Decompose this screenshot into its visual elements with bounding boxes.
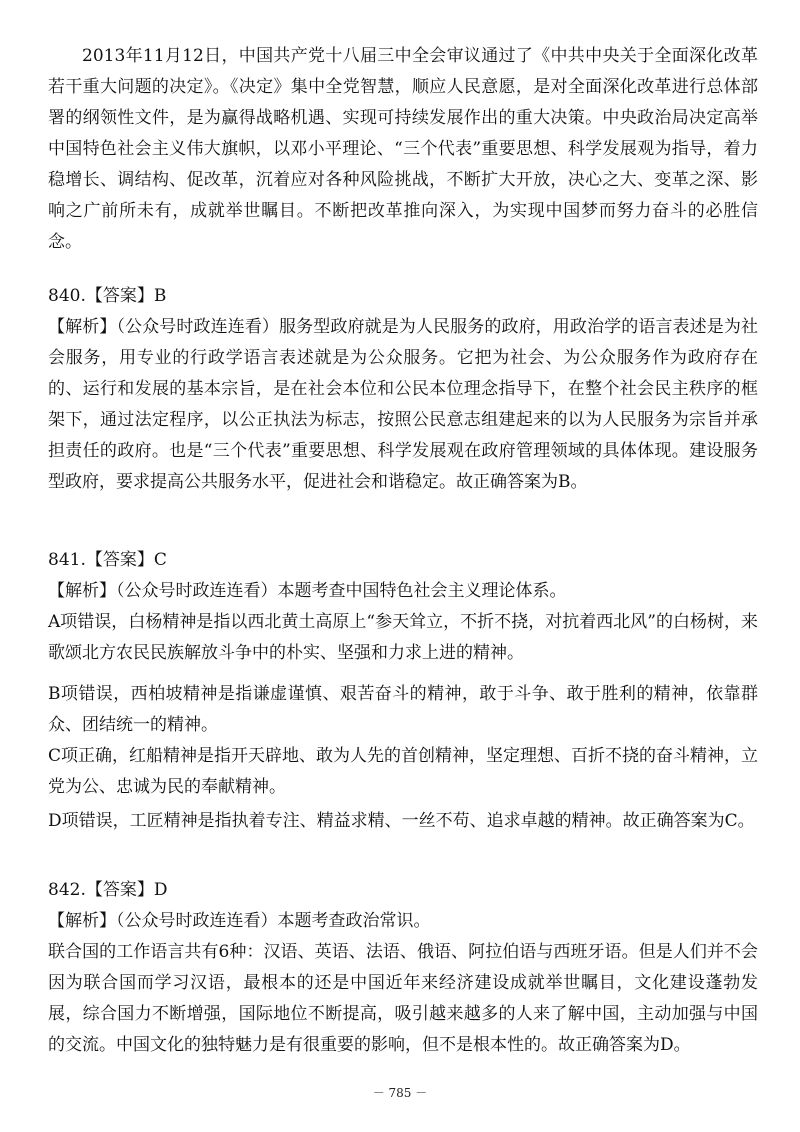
q841-analysis: 【解析】（公众号时政连连看）本题考查中国特色社会主义理论体系。 — [48, 581, 567, 601]
page-number: － 785 － — [372, 1086, 428, 1100]
q842-body: 联合国的工作语言共有6种：汉语、英语、法语、俄语、阿拉伯语与西班牙语。但是人们并不会因为联合国而学习汉语，最根本的还是中国近年来经济建设成就举世瞩目，文化建设蓬勃发展，综合国力不断增强，国际地位不断提高，吸引越来越多的人来了解中国，主动加强与中国的交流。中国文化的独特魅力是有很重要的影响，但不是根本性的。故正确答案为D。 — [48, 942, 758, 1055]
q842-analysis: 【解析】（公众号时政连连看）本题考查政治常识。 — [48, 911, 431, 931]
q841-option-b: B项错误，西柏坡精神是指谦虚谨慎、艰苦奋斗的精神，敢于斗争、敢于胜利的精神，依靠群众、团结统一的精神。 — [48, 684, 758, 735]
q841-option-d: D项错误，工匠精神是指执着专注、精益求精、一丝不苟、追求卓越的精神。故正确答案为C。 — [48, 811, 755, 831]
intro-paragraph: 2013年11月12日，中国共产党十八届三中全会审议通过了《中共中央关于全面深化改革若干重大问题的决定》。《决定》集中全党智慧，顺应人民意愿，是对全面深化改革进行总体部署的纲领性文件，是为赢得战略机遇、实现可持续发展作出的重大决策。中央政治局决定高举中国特色社会主义伟大旗帜，以邓小平理论、“三个代表”重要思想、科学发展观为指导，着力稳增长、调结构、促改革，沉着应对各种风险挑战，不断扩大开放，决心之大、变革之深、影响之广前所未有，成就举世瞩目。不断把改革推向深入，为实现中国梦而努力奋斗的必胜信念。 — [48, 46, 758, 252]
q841-option-a: A项错误，白杨精神是指以西北黄土高原上“参天耸立，不折不挠，对抗着西北风”的白杨树，来歌颂北方农民民族解放斗争中的朴实、坚强和力求上进的精神。 — [48, 612, 758, 663]
q841-option-c: C项正确，红船精神是指开天辟地、敢为人先的首创精神，坚定理想、百折不挠的奋斗精神，立党为公、忠诚为民的奉献精神。 — [48, 746, 759, 797]
q842-answer: 842.【答案】D — [48, 880, 168, 900]
q840-analysis: 【解析】（公众号时政连连看）服务型政府就是为人民服务的政府，用政治学的语言表述是为社会服务，用专业的行政学语言表述就是为公众服务。它把为社会、为公众服务作为政府存在的、运行和发展的基本宗旨，是在社会本位和公民本位理念指导下，在整个社会民主秩序的框架下，通过法定程序，以公正执法为标志，按照公民意志组建起来的以为人民服务为宗旨并承担责任的政府。也是“三个代表”重要思想、科学发展观在政府管理领域的具体体现。建设服务型政府，要求提高公共服务水平，促进社会和谐稳定。故正确答案为B。 — [48, 317, 758, 492]
q840-answer: 840.【答案】B — [48, 286, 167, 306]
q841-answer: 841.【答案】C — [48, 550, 167, 570]
